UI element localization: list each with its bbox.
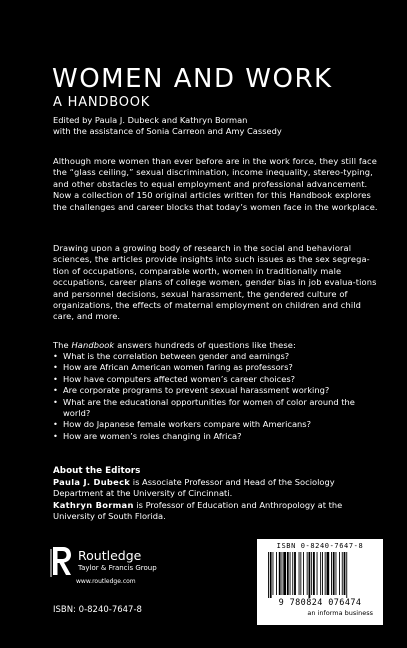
editor-bio-2	[53, 500, 383, 523]
barcode-bar	[287, 552, 289, 595]
barcode-bar	[313, 552, 315, 595]
barcode-panel	[257, 539, 383, 625]
barcode-bar	[336, 552, 337, 595]
barcode-bar	[294, 552, 296, 595]
isbn-text: ISBN: 0-8240-7647-8	[53, 605, 142, 615]
editor-1-name: Paula J. Dubeck	[53, 477, 131, 487]
publisher-group: Taylor & Francis Group	[78, 564, 157, 572]
barcode-bar	[331, 552, 332, 595]
question-item: • Are corporate programs to prevent sexual harassment working?	[53, 385, 383, 396]
question-item: • How are women’s roles changing in Africa?	[53, 431, 383, 442]
question-item: • What are the educational opportunities for women of color around the world?	[53, 397, 383, 420]
book-title: WOMEN AND WORK	[52, 64, 333, 94]
barcode-bar	[270, 552, 272, 598]
barcode-bar	[320, 552, 321, 595]
barcode-bar	[300, 552, 301, 595]
barcode-bar	[346, 552, 347, 598]
book-subtitle: A HANDBOOK	[53, 95, 151, 110]
editor-2-name: Kathryn Borman	[53, 500, 134, 510]
paragraph-3-lead: The	[53, 340, 72, 350]
publisher-url: www.routledge.com	[76, 578, 136, 585]
barcode-bar	[273, 552, 274, 595]
barcode-bar	[268, 552, 269, 598]
description-paragraph-3	[53, 340, 383, 351]
barcode-bar	[322, 552, 323, 595]
barcode-bar	[292, 552, 293, 595]
description-paragraph-2: Drawing upon a growing body of research in the social and behavioral sciences, the articles provide insights into such issues as the sex segrega-tion of occupations, comparable worth, women in traditionally male occupations, career plans of college women, gender bias in job evalua-tions and personnel decisions, sexual harassment, the gendered culture of organizations, the effects of maternal employment on children and child care, and more.	[53, 243, 377, 322]
question-list	[53, 351, 383, 442]
question-item: • How have computers affected women’s career choices?	[53, 374, 383, 385]
paragraph-3-tail: answers hundreds of questions like these:	[114, 340, 296, 350]
informa-tagline: an informa business	[307, 609, 373, 617]
barcode-bar	[327, 552, 330, 595]
handbook-emphasis: Handbook	[71, 340, 115, 350]
barcode-bar	[307, 552, 308, 595]
barcode-image	[265, 552, 375, 598]
barcode-bar	[299, 552, 300, 595]
editors-line-2: with the assistance of Sonia Carreon and Amy Cassedy	[53, 126, 282, 136]
barcode-bar	[309, 552, 311, 598]
question-item: • What is the correlation between gender and earnings?	[53, 351, 383, 362]
description-paragraph-1: Although more women than ever before are in the work force, they still face the “glass ceiling,” sexual discrimination, income inequality, stereo-typing, and other obstacles to equal employment and professional advancement. Now a collection of 150 original articles written for this Handbook explores the challenges and career blocks that today’s women face in the workplace.	[53, 156, 378, 212]
barcode-bar	[290, 552, 291, 595]
barcode-bar	[303, 552, 304, 595]
publisher-name: Routledge	[78, 548, 142, 563]
barcode-bar	[311, 552, 312, 595]
editor-bio-1	[53, 477, 383, 500]
editors-line-1: Edited by Paula J. Dubeck and Kathryn Borman	[53, 115, 248, 125]
barcode-bar	[282, 552, 283, 595]
question-item: • How are African American women faring as professors?	[53, 362, 383, 373]
barcode-bar	[339, 552, 340, 595]
barcode-bar	[276, 552, 277, 595]
barcode-bar	[342, 552, 343, 595]
barcode-digits: 9 780824 076474	[278, 598, 362, 608]
barcode-bar	[344, 552, 346, 595]
barcode-bar	[279, 552, 281, 595]
about-editors-heading: About the Editors	[53, 466, 141, 476]
editor-2-bio-text: is Professor of Education and Anthropology at the University of South Florida.	[53, 500, 343, 522]
barcode-bar	[325, 552, 326, 595]
barcode-isbn-label: ISBN 0-8240-7647-8	[276, 542, 364, 550]
barcode-bar	[283, 552, 286, 595]
barcode-bar	[317, 552, 318, 595]
question-item: • How do Japanese female workers compare with Americans?	[53, 419, 383, 430]
routledge-r-icon	[50, 545, 74, 579]
editors-credit	[53, 115, 282, 137]
editor-1-bio-text: is Associate Professor and Head of the Sociology Department at the University of Cincinnati.	[53, 477, 335, 499]
barcode-bar	[333, 552, 335, 595]
